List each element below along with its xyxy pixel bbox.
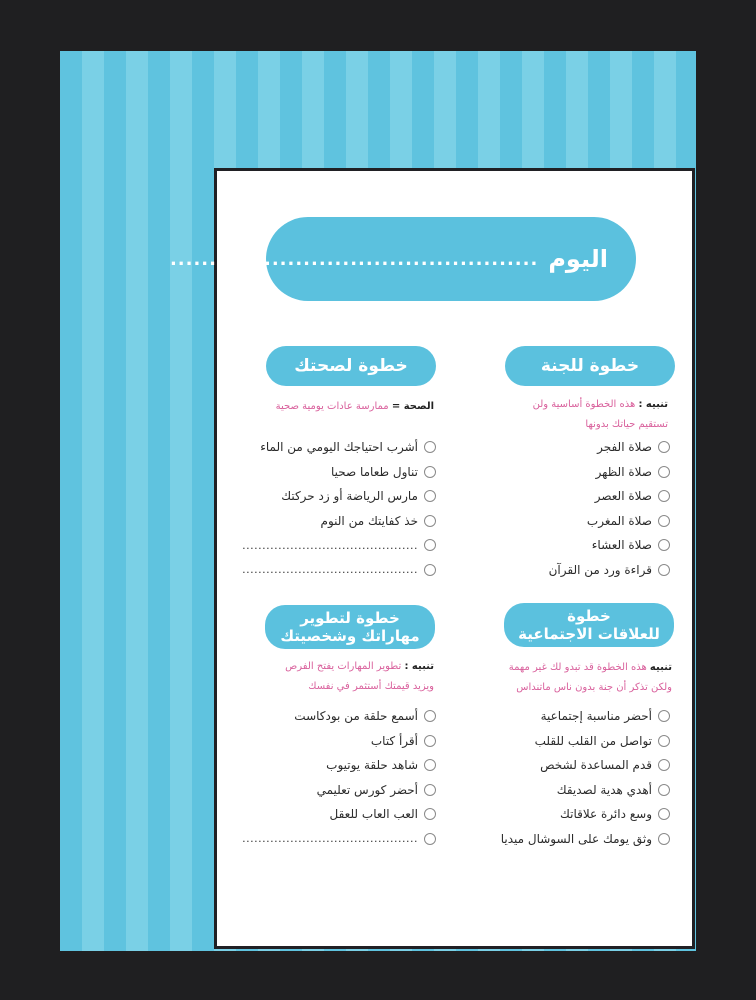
skills-title-line2: مهاراتك وشخصيتك [280, 627, 420, 645]
checklist-item[interactable] [242, 704, 436, 729]
day-header [169, 217, 636, 301]
checkbox-circle[interactable] [658, 564, 670, 576]
checklist-item[interactable] [549, 435, 670, 460]
checklist-item[interactable] [501, 778, 670, 803]
checklist-item[interactable] [549, 484, 670, 509]
item-label: قدم المساعدة لشخص [540, 758, 652, 773]
health-note-text: ممارسة عادات يومية صحية [275, 401, 389, 412]
relations-note-line1: هذه الخطوة قد تبدو لك غير مهمة [508, 662, 647, 673]
relations-note-label: تنبيه [649, 662, 672, 673]
checklist-item[interactable] [242, 509, 436, 534]
skills-note [214, 657, 434, 697]
checklist-item[interactable] [242, 484, 436, 509]
relations-title-line1: خطوة [567, 607, 611, 625]
item-label: مارس الرياضة أو زد حركتك [281, 489, 418, 504]
checkbox-circle[interactable] [424, 784, 436, 796]
health-title: خطوة لصحتك [266, 346, 436, 386]
item-label: صلاة العشاء [591, 538, 652, 553]
day-date-blank: ............................................... [169, 248, 539, 270]
checklist-item[interactable] [549, 509, 670, 534]
checkbox-circle[interactable] [424, 833, 436, 845]
paradise-title: خطوة للجنة [505, 346, 675, 386]
checklist-item[interactable] [501, 827, 670, 852]
skills-note-line2: ويزيد قيمتك أستثمر في نفسك [308, 681, 434, 692]
checkbox-circle[interactable] [424, 735, 436, 747]
item-label: صلاة المغرب [586, 513, 652, 528]
item-label: تواصل من القلب للقلب [534, 733, 652, 748]
checklist-item[interactable] [242, 753, 436, 778]
paradise-note-line1: هذه الخطوة أساسية ولن [532, 399, 636, 410]
blank-line: ............................................ [242, 563, 418, 577]
checkbox-circle[interactable] [658, 735, 670, 747]
skills-checklist [242, 704, 436, 851]
item-label: وسع دائرة علاقاتك [560, 807, 652, 822]
checklist-item[interactable] [242, 802, 436, 827]
checkbox-circle[interactable] [658, 759, 670, 771]
checklist-item[interactable] [242, 729, 436, 754]
item-label: صلاة العصر [594, 489, 652, 504]
checkbox-circle[interactable] [658, 490, 670, 502]
relations-note [452, 658, 672, 698]
checkbox-circle[interactable] [658, 808, 670, 820]
checklist-item[interactable] [242, 558, 436, 583]
item-label: شاهد حلقة يوتيوب [326, 758, 418, 773]
paradise-note-label: تنبيه : [638, 399, 668, 410]
checkbox-circle[interactable] [658, 710, 670, 722]
checkbox-circle[interactable] [658, 441, 670, 453]
striped-frame [60, 51, 696, 951]
skills-note-line1: تطوير المهارات يفتح الفرص [285, 661, 402, 672]
checkbox-circle[interactable] [424, 515, 436, 527]
paradise-note [468, 395, 668, 435]
checkbox-circle[interactable] [424, 564, 436, 576]
checklist-item[interactable] [549, 533, 670, 558]
item-label: أقرأ كتاب [370, 733, 418, 748]
checklist-item[interactable] [242, 533, 436, 558]
health-note [234, 397, 434, 417]
item-label: أحضر مناسبة إجتماعية [540, 709, 652, 724]
relations-note-line2: ولكن تذكر أن جنة بدون ناس ماتنداس [516, 682, 672, 693]
item-label: العب العاب للعقل [329, 807, 418, 822]
day-label: اليوم [548, 245, 608, 273]
item-label: تناول طعاما صحيا [330, 464, 418, 479]
checklist-item[interactable] [549, 460, 670, 485]
checklist-item[interactable] [242, 435, 436, 460]
checklist-item[interactable] [501, 729, 670, 754]
item-label: أسمع حلقة من بودكاست [294, 709, 418, 724]
item-label: قراءة ورد من القرآن [548, 562, 652, 577]
item-label: أحضر كورس تعليمي [316, 782, 418, 797]
checkbox-circle[interactable] [658, 784, 670, 796]
item-label: أشرب احتياجك اليومي من الماء [260, 440, 418, 455]
item-label: وثق يومك على السوشال ميديا [500, 831, 652, 846]
checkbox-circle[interactable] [424, 808, 436, 820]
health-checklist [242, 435, 436, 582]
health-note-label: الصحة = [391, 401, 434, 412]
relations-checklist [501, 704, 670, 851]
checklist-item[interactable] [501, 753, 670, 778]
checklist-item[interactable] [242, 827, 436, 852]
skills-title-line1: خطوة لتطوير [300, 609, 400, 627]
skills-title [265, 605, 435, 649]
checkbox-circle[interactable] [658, 833, 670, 845]
checkbox-circle[interactable] [424, 539, 436, 551]
checkbox-circle[interactable] [424, 466, 436, 478]
relations-title [504, 603, 674, 647]
blank-line: ............................................ [242, 538, 418, 552]
paradise-checklist [549, 435, 670, 582]
blank-line: ............................................ [242, 832, 418, 846]
checkbox-circle[interactable] [424, 441, 436, 453]
checkbox-circle[interactable] [658, 466, 670, 478]
checklist-item[interactable] [549, 558, 670, 583]
relations-title-line2: للعلاقات الاجتماعية [518, 625, 660, 643]
checklist-item[interactable] [501, 704, 670, 729]
paradise-note-line2: تستقيم حياتك بدونها [585, 419, 668, 430]
checklist-item[interactable] [242, 460, 436, 485]
skills-note-label: تنبيه : [404, 661, 434, 672]
item-label: صلاة الفجر [597, 440, 652, 455]
item-label: خذ كفايتك من النوم [320, 513, 418, 528]
checkbox-circle[interactable] [658, 515, 670, 527]
checklist-sheet [169, 168, 695, 949]
item-label: صلاة الظهر [595, 464, 652, 479]
checkbox-circle[interactable] [424, 710, 436, 722]
checklist-item[interactable] [501, 802, 670, 827]
checkbox-circle[interactable] [424, 490, 436, 502]
checkbox-circle[interactable] [658, 539, 670, 551]
item-label: أهدي هدية لصديقك [556, 782, 652, 797]
checkbox-circle[interactable] [424, 759, 436, 771]
checklist-item[interactable] [242, 778, 436, 803]
